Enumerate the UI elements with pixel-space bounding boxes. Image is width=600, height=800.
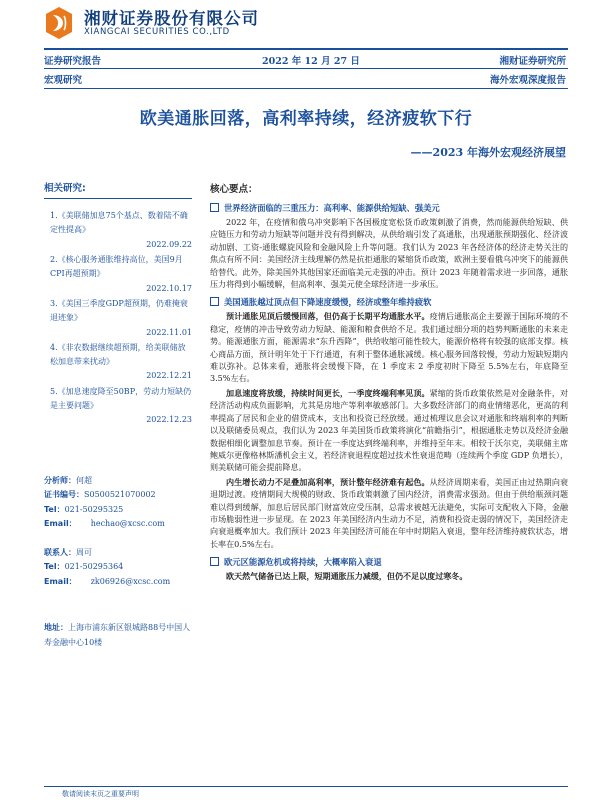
square-bullet-icon — [210, 203, 219, 212]
related-item[interactable]: 2.《核心服务通胀维持高位，美国9月CPI再超预期》 2022.10.17 — [50, 255, 192, 293]
related-item[interactable]: 1.《美联储加息75个基点、数着陆不确定性提高》 2022.09.22 — [50, 211, 192, 249]
analyst-email[interactable]: hechao@xcsc.com — [90, 519, 165, 529]
contact-info: 联系人：周可 Tel：021-50295364 Email： zk06926@xcsc.com — [44, 547, 171, 586]
paragraph: 2022 年，在疫情和俄乌冲突影响下各国极度宽松货币政策刺激了消费，然而能源供给短缺、供应链压力和劳动力短缺等问题并没有得到解决，从供给端引发了高通胀，出现通胀预期强化、经济波动加剧、工资-通胀螺旋风险和金融风险上升等问题。我们认为 2023 年各经济体的经济走势关注的焦点有所不同：美国经济主线理解仍然是抗拒通胀的紧缩货币政策，欧洲主要看俄乌冲突下的能源供给替代。此外，除美国外其他国家还面临美元走强的冲击。预计 2023 年随着需求进一步回落，通胀压力将得到小幅缓解，但高利率、强美元使全球经济进一步承压。 — [210, 218, 568, 290]
report-category: 宏观研究 — [44, 75, 83, 86]
header-divider-bottom — [44, 88, 568, 89]
related-divider — [44, 198, 192, 199]
company-name-cn: 湘财证券股份有限公司 — [84, 9, 259, 28]
report-date: 2022 年 12 月 27 日 — [262, 56, 360, 67]
report-subtitle: ——2023 年海外宏观经济展望 — [410, 146, 566, 159]
square-bullet-icon — [210, 297, 219, 306]
section-heading: 欧元区能源危机或将持续，大概率陷入衰退 — [210, 556, 568, 568]
paragraph: 内生增长动力不足叠加高利率，预计整年经济难有起色。从经济周期来看，美国正由过热期向衰退期过渡。疫情期间大规模的财政、货币政策刺激了国内经济，消费需求强劲。但由于供给瓶颈问题难以得到缓解，加息后居民部门财富效应受压制，总需求被越无法避免，实际可支配收入下降，金融市场脆弱性进一步显现。在 2023 年美国经济内生动力不足，消费和投资走弱的情况下，美国经济走向衰退概率加大。我们预计 2023 年美国经济可能在年中时期陷入衰退，整年经济维持疲软状态，增长率在0.5%左右。 — [210, 477, 569, 549]
analyst-tel: 021-50295325 — [64, 504, 124, 514]
company-logo — [44, 6, 74, 40]
cert-number: S0500521070002 — [84, 490, 156, 500]
report-type: 证券研究报告 — [44, 56, 102, 67]
contact-email[interactable]: zk06926@xcsc.com — [90, 576, 171, 586]
related-research-heading: 相关研究: — [44, 183, 86, 194]
sidebar — [44, 180, 192, 650]
analyst-name: 何超 — [76, 475, 92, 485]
footer-disclaimer: 敬请阅读末页之重要声明 — [62, 790, 139, 798]
paragraph: 预计通胀见顶后缓慢回落，但仍高于长期平均通胀水平。疫情后通胀高企主要源于国际环境的不稳定，疫情的冲击导致劳动力短缺、能源和粮食供给不足。我们通过细分项的趋势判断通胀的未来走势。能源通胀方面，能源需求“东升西降”，供给收缩可能性较大，能源价格将有较强的底部支撑。核心商品方面，预计明年处于下行通道，有利于整体通胀减缓。核心服务回落较慢，劳动力短缺短期内难以弥补。总体来看，通胀将会缓慢下降，在 1 季度末 2 季度初时下降至 5.5%左右，年底降至 3.5%左右。 — [210, 312, 569, 384]
company-name-en: XIANGCAI SECURITIES CO.,LTD — [84, 27, 230, 37]
address: 上海市浦东新区银城路88号中国人寿金融中心10楼 — [44, 623, 191, 647]
square-bullet-icon — [210, 557, 219, 566]
report-title: 欧美通胀回落，高利率持续，经济疲软下行 — [139, 109, 473, 129]
section-heading: 美国通胀越过顶点但下降速度缓慢，经济或整年维持疲软 — [210, 296, 568, 308]
paragraph: 加息速度将放缓，持续时间更长，一季度终端利率见顶。紧缩的货币政策依然是对金融条件，对经济活动构成负面影响，尤其是房地产等利率敏感部门。大多数经济部门的商业情绪恶化，更高的利率提高了居民和企业的借贷成本，支出和投资已经放缓。通过梳理议息会议对通胀和终端利率的判断以及联储委员观点，我们认为 2023 年美国货币政策将演化“前瞻指引”，根据通胀走势以及经济金融数据相细化调整加息节奏。预计在一季度达到终端利率，并维持至年末。相较于沃尔克，美联储主席鲍威尔更像格林斯潘机会主义，若经济衰退程度超过技术性衰退范畴（连续两个季度 GDP 负增长），则美联储可能会提前降息。 — [210, 388, 569, 473]
related-research-list — [44, 203, 192, 427]
related-item[interactable]: 4.《非农数据继续超预期，给美联储放松加息带来扰动》 2022.12.21 — [50, 342, 192, 381]
paragraph: 欧天然气储备已达上限，短期通胀压力减缓，但仍不足以度过寒冬。 — [226, 572, 468, 582]
contact-name: 周可 — [76, 547, 92, 557]
address-info: 地址：上海市浦东新区银城路88号中国人寿金融中心10楼 — [44, 623, 191, 647]
footer-divider — [44, 786, 568, 787]
header-divider-middle — [44, 68, 568, 69]
section-heading: 世界经济面临的三重压力：高利率、能源供给短缺、强美元 — [210, 202, 568, 214]
related-item[interactable]: 5.《加息速度降至50BP，劳动力短缺仍是主要问题》 2022.12.23 — [50, 386, 192, 425]
analyst-info: 分析师：何超 证书编号：S0500521070002 Tel：021-50295325 Email： hechao@xcsc.com — [44, 475, 165, 529]
institute-name: 湘财证券研究所 — [499, 56, 566, 67]
contact-tel: 021-50295364 — [64, 562, 124, 572]
header-divider-top — [44, 48, 568, 50]
key-points — [210, 181, 568, 584]
key-points-heading: 核心要点： — [210, 184, 258, 195]
related-item[interactable]: 3.《美国三季度GDP超预期，仍难掩衰退迹象》 2022.11.01 — [50, 298, 192, 337]
report-subcategory: 海外宏观深度报告 — [489, 75, 566, 86]
